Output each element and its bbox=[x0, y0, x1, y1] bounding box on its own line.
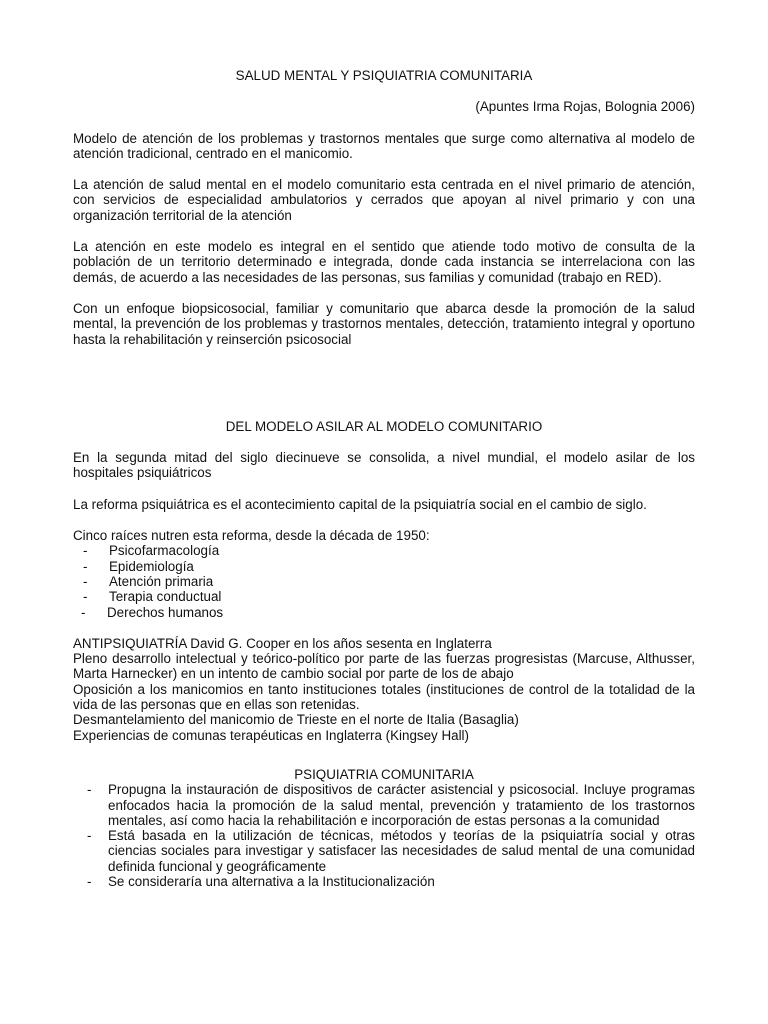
roots-list bbox=[73, 543, 695, 619]
paragraph-reforma: La reforma psiquiátrica es el acontecimiento capital de la psiquiatría social en el cambio de siglo. bbox=[73, 496, 647, 512]
document-body bbox=[73, 68, 695, 889]
list-item bbox=[73, 543, 695, 558]
dash-marker: - bbox=[87, 873, 92, 889]
document-attribution: (Apuntes Irma Rojas, Bolognia 2006) bbox=[475, 99, 695, 115]
section-heading-comunitaria: PSIQUIATRIA COMUNITARIA bbox=[294, 766, 474, 782]
paragraph-siglo-diecinueve: En la segunda mitad del siglo diecinueve se consolida, a nivel mundial, el modelo asilar de los hospitales psiquiátricos bbox=[73, 450, 695, 481]
antipsychiatry-line: Desmantelamiento del manicomio de Trieste en el norte de Italia (Basaglia) bbox=[73, 712, 519, 728]
antipsychiatry-line: Experiencias de comunas terapéuticas en Inglaterra (Kingsey Hall) bbox=[73, 727, 469, 743]
antipsychiatry-line: ANTIPSIQUIATRÍA David G. Cooper en los años sesenta en Inglaterra bbox=[73, 635, 492, 651]
list-item bbox=[73, 574, 695, 589]
comunitaria-list bbox=[73, 782, 695, 889]
list-item-text: Terapia conductual bbox=[109, 589, 222, 605]
list-item-text: Se consideraría una alternativa a la Institucionalización bbox=[108, 873, 435, 889]
antipsychiatry-block bbox=[73, 636, 695, 743]
list-item bbox=[73, 589, 695, 604]
antipsychiatry-line: Oposición a los manicomios en tanto instituciones totales (instituciones de control de la totalidad de la vida de las personas que en ellas son retenidas. bbox=[73, 681, 695, 713]
list-item bbox=[73, 874, 695, 889]
intro-paragraph-2: La atención de salud mental en el modelo comunitario esta centrada en el nivel primario de atención, con servicios de especialidad ambulatorios y cerrados que apoyan al nivel primario y con una organización territorial de la atención bbox=[73, 177, 695, 223]
list-item-text: Propugna la instauración de dispositivos de carácter asistencial y psicosocial. Incluye programas enfocados hacia la promoción de la salud mental, prevención y tratamiento de los trastornos mentales, así como hacia la rehabilitación e incorporación de estas personas a la comunidad bbox=[108, 782, 695, 828]
roots-intro: Cinco raíces nutren esta reforma, desde la década de 1950: bbox=[73, 528, 430, 544]
list-item-text: Epidemiología bbox=[109, 558, 194, 574]
intro-paragraph-4: Con un enfoque biopsicosocial, familiar y comunitario que abarca desde la promoción de la salud mental, la prevención de los problemas y trastornos mentales, detección, tratamiento integral y oportuno hasta la rehabilitación y reinserción psicosocial bbox=[73, 300, 695, 347]
list-item-text: Derechos humanos bbox=[107, 604, 224, 620]
antipsychiatry-line: Pleno desarrollo intelectual y teórico-político por parte de las fuerzas progresistas (Marcuse, Althusser, Marta Harnecker) en un intento de cambio social por parte de los de abajo bbox=[73, 651, 695, 682]
list-item bbox=[73, 782, 695, 828]
list-item-text: Está basada en la utilización de técnicas, métodos y teorías de la psiquiatría social y otras ciencias sociales para investigar y satisfacer las necesidades de salud mental de una comunidad definida funcional y geográficamente bbox=[108, 828, 695, 874]
dash-marker: - bbox=[83, 558, 88, 574]
intro-paragraph-1: Modelo de atención de los problemas y trastornos mentales que surge como alternativa al modelo de atención tradicional, centrado en el manicomio. bbox=[73, 130, 695, 161]
dash-marker: - bbox=[83, 589, 88, 605]
intro-paragraph-3: La atención en este modelo es integral en el sentido que atiende todo motivo de consulta de la población de un territorio determinado e integrada, donde cada instancia se interrelaciona con las demás, de acuerdo a las necesidades de las personas, sus familias y comunidad (trabajo en RED). bbox=[73, 239, 695, 285]
section-heading-asilar: DEL MODELO ASILAR AL MODELO COMUNITARIO bbox=[225, 418, 543, 434]
document-title: SALUD MENTAL Y PSIQUIATRIA COMUNITARIA bbox=[235, 68, 533, 83]
dash-marker: - bbox=[83, 573, 88, 589]
dash-marker: - bbox=[81, 604, 86, 620]
dash-marker: - bbox=[83, 543, 88, 559]
list-item bbox=[73, 605, 695, 620]
dash-marker: - bbox=[87, 782, 92, 798]
list-item bbox=[73, 828, 695, 874]
list-item bbox=[73, 559, 695, 574]
list-item-text: Atención primaria bbox=[109, 573, 214, 589]
list-item-text: Psicofarmacología bbox=[109, 543, 220, 559]
dash-marker: - bbox=[87, 828, 92, 844]
